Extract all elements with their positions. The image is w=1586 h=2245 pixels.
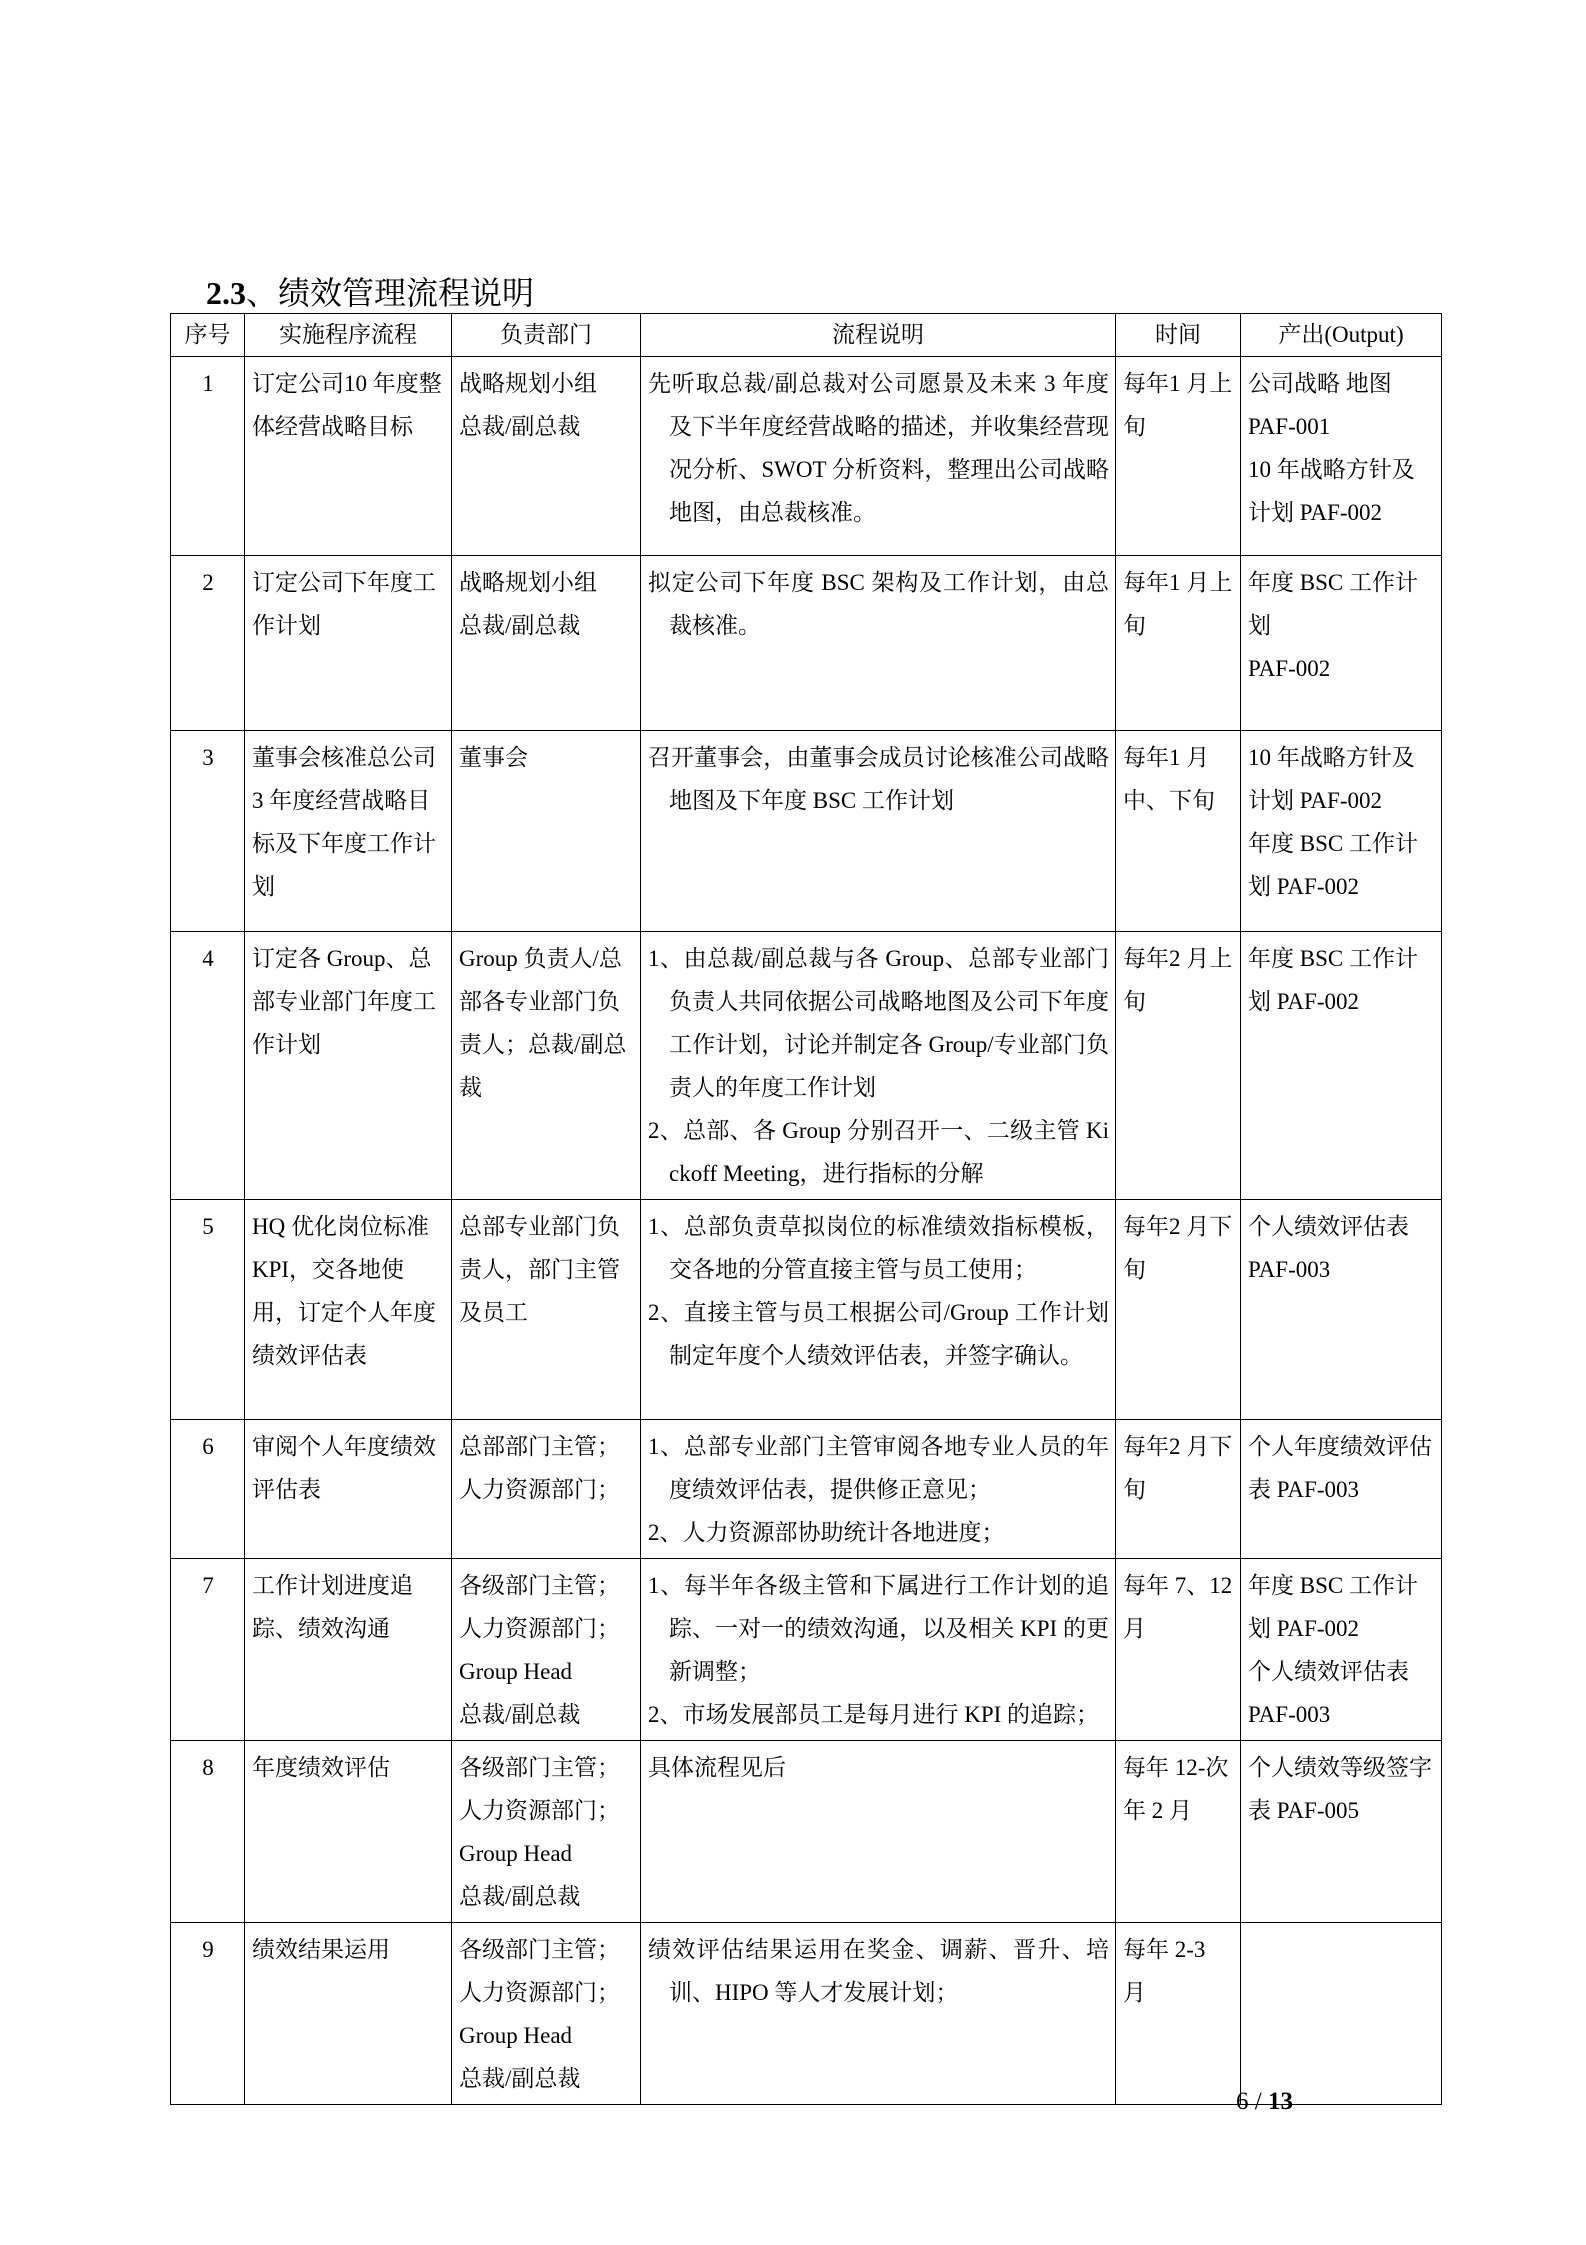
process-cell: 订定公司下年度工作计划 xyxy=(245,556,452,731)
table-row xyxy=(171,556,1442,731)
time-cell: 每年 12-次年 2 月 xyxy=(1116,1741,1241,1923)
time-cell: 每年2 月下旬 xyxy=(1116,1420,1241,1559)
dept-line: 各级部门主管； xyxy=(459,1755,620,1780)
dept-line: Group 负责人/总部各专业部门负责人；总裁/副总裁 xyxy=(459,946,627,1100)
dept-line: 总裁/副总裁 xyxy=(459,613,581,638)
table-row xyxy=(171,932,1442,1200)
process-cell: 年度绩效评估 xyxy=(245,1741,452,1923)
output-line: 年度 BSC 工作计划 PAF-002 xyxy=(1248,946,1418,1014)
dept-cell xyxy=(452,932,641,1200)
table-row xyxy=(171,1741,1442,1923)
dept-cell xyxy=(452,1741,641,1923)
page-separator: / xyxy=(1248,2088,1268,2115)
output-cell xyxy=(1241,1923,1442,2105)
page-number xyxy=(1236,2088,1293,2116)
table-row xyxy=(171,1420,1442,1559)
section-title-text: 、绩效管理流程说明 xyxy=(246,275,535,311)
desc-line: 2、总部、各 Group 分别召开一、二级主管 Kickoff Meeting，进行指标的分解 xyxy=(648,1118,1109,1186)
output-line: 个人绩效评估表 xyxy=(1248,1659,1409,1684)
seq-cell: 4 xyxy=(171,932,245,1200)
output-line: 10 年战略方针及计划 PAF-002 xyxy=(1248,745,1415,813)
process-cell: 订定公司10 年度整体经营战略目标 xyxy=(245,357,452,556)
dept-cell xyxy=(452,556,641,731)
dept-line: 战略规划小组 xyxy=(459,570,597,595)
desc-line: 具体流程见后 xyxy=(648,1755,786,1780)
output-cell xyxy=(1241,357,1442,556)
section-title xyxy=(206,268,534,314)
dept-line: 人力资源部门； xyxy=(459,1477,620,1502)
desc-line: 2、市场发展部员工是每月进行 KPI 的追踪； xyxy=(648,1702,1100,1727)
dept-cell xyxy=(452,1559,641,1741)
output-cell xyxy=(1241,556,1442,731)
seq-cell: 2 xyxy=(171,556,245,731)
time-cell: 每年 7、12 月 xyxy=(1116,1559,1241,1741)
dept-cell xyxy=(452,357,641,556)
table-row xyxy=(171,731,1442,932)
dept-line: 总裁/副总裁 xyxy=(459,414,581,439)
desc-line: 1、总部专业部门主管审阅各地专业人员的年度绩效评估表，提供修正意见； xyxy=(648,1434,1109,1502)
process-cell: 订定各 Group、总部专业部门年度工作计划 xyxy=(245,932,452,1200)
dept-line: 人力资源部门； xyxy=(459,1798,620,1823)
table-row xyxy=(171,1923,1442,2105)
desc-line: 1、总部负责草拟岗位的标准绩效指标模板，交各地的分管直接主管与员工使用； xyxy=(648,1214,1109,1282)
output-line: PAF-002 xyxy=(1248,656,1331,681)
header-process: 实施程序流程 xyxy=(245,314,452,357)
desc-cell xyxy=(641,357,1116,556)
header-seq: 序号 xyxy=(171,314,245,357)
dept-line: 总部专业部门负责人，部门主管及员工 xyxy=(459,1214,620,1325)
time-cell: 每年 2-3 月 xyxy=(1116,1923,1241,2105)
dept-line: 总裁/副总裁 xyxy=(459,1702,581,1727)
table-header-row xyxy=(171,314,1442,357)
desc-cell xyxy=(641,556,1116,731)
dept-line: 总裁/副总裁 xyxy=(459,1884,581,1909)
table-row xyxy=(171,357,1442,556)
output-cell xyxy=(1241,1200,1442,1420)
table-row xyxy=(171,1200,1442,1420)
seq-cell: 7 xyxy=(171,1559,245,1741)
dept-cell xyxy=(452,1200,641,1420)
output-line: 10 年战略方针及计划 PAF-002 xyxy=(1248,457,1415,525)
dept-line: 各级部门主管； xyxy=(459,1573,620,1598)
process-cell: 董事会核准总公司3 年度经营战略目标及下年度工作计划 xyxy=(245,731,452,932)
time-cell: 每年1 月中、下旬 xyxy=(1116,731,1241,932)
desc-line: 拟定公司下年度 BSC 架构及工作计划，由总裁核准。 xyxy=(648,570,1109,638)
seq-cell: 9 xyxy=(171,1923,245,2105)
dept-cell xyxy=(452,731,641,932)
output-line: 个人年度绩效评估表 PAF-003 xyxy=(1248,1434,1432,1502)
output-line: 公司战略 地图 xyxy=(1248,371,1392,396)
desc-line: 2、直接主管与员工根据公司/Group 工作计划制定年度个人绩效评估表，并签字确认。 xyxy=(648,1300,1109,1368)
output-cell xyxy=(1241,1741,1442,1923)
output-line: PAF-003 xyxy=(1248,1257,1331,1282)
desc-line: 2、人力资源部协助统计各地进度； xyxy=(648,1520,1005,1545)
dept-line: Group Head xyxy=(459,1659,573,1684)
output-cell xyxy=(1241,932,1442,1200)
seq-cell: 5 xyxy=(171,1200,245,1420)
desc-cell xyxy=(641,1200,1116,1420)
dept-line: 人力资源部门； xyxy=(459,1616,620,1641)
total-pages: 13 xyxy=(1267,2088,1293,2115)
dept-line: 董事会 xyxy=(459,745,528,770)
time-cell: 每年2 月下旬 xyxy=(1116,1200,1241,1420)
current-page: 6 xyxy=(1236,2088,1249,2115)
seq-cell: 6 xyxy=(171,1420,245,1559)
output-line: 年度 BSC 工作计 xyxy=(1248,831,1418,856)
dept-line: 各级部门主管； xyxy=(459,1937,620,1962)
seq-cell: 1 xyxy=(171,357,245,556)
header-time: 时间 xyxy=(1116,314,1241,357)
performance-process-table xyxy=(170,313,1442,2105)
desc-cell xyxy=(641,1923,1116,2105)
desc-cell xyxy=(641,1559,1116,1741)
output-line: 年度 BSC 工作计划 PAF-002 xyxy=(1248,1573,1418,1641)
output-cell xyxy=(1241,1559,1442,1741)
desc-cell xyxy=(641,731,1116,932)
seq-cell: 8 xyxy=(171,1741,245,1923)
seq-cell: 3 xyxy=(171,731,245,932)
output-line: 个人绩效评估表 xyxy=(1248,1214,1409,1239)
time-cell: 每年1 月上旬 xyxy=(1116,556,1241,731)
dept-line: Group Head xyxy=(459,2023,573,2048)
desc-line: 先听取总裁/副总裁对公司愿景及未来 3 年度及下半年度经营战略的描述，并收集经营现况分析、SWOT 分析资料，整理出公司战略地图，由总裁核准。 xyxy=(648,371,1109,525)
time-cell: 每年2 月上旬 xyxy=(1116,932,1241,1200)
header-dept: 负责部门 xyxy=(452,314,641,357)
output-line: PAF-003 xyxy=(1248,1702,1331,1727)
table-body xyxy=(171,357,1442,2105)
process-cell: HQ 优化岗位标准KPI，交各地使用，订定个人年度绩效评估表 xyxy=(245,1200,452,1420)
table-row xyxy=(171,1559,1442,1741)
dept-line: 战略规划小组 xyxy=(459,371,597,396)
desc-line: 绩效评估结果运用在奖金、调薪、晋升、培训、HIPO 等人才发展计划； xyxy=(648,1937,1109,2005)
dept-line: 人力资源部门； xyxy=(459,1980,620,2005)
header-output: 产出(Output) xyxy=(1241,314,1442,357)
output-line: 年度 BSC 工作计划 xyxy=(1248,570,1418,638)
output-line: PAF-001 xyxy=(1248,414,1331,439)
output-line: 划 PAF-002 xyxy=(1248,874,1359,899)
section-number: 2.3 xyxy=(206,275,246,311)
desc-line: 1、由总裁/副总裁与各 Group、总部专业部门负责人共同依据公司战略地图及公司下年度工作计划，讨论并制定各 Group/专业部门负责人的年度工作计划 xyxy=(648,946,1109,1100)
output-line: 个人绩效等级签字表 PAF-005 xyxy=(1248,1755,1432,1823)
process-cell: 绩效结果运用 xyxy=(245,1923,452,2105)
desc-cell xyxy=(641,932,1116,1200)
dept-cell xyxy=(452,1420,641,1559)
desc-cell xyxy=(641,1741,1116,1923)
desc-line: 召开董事会，由董事会成员讨论核准公司战略地图及下年度 BSC 工作计划 xyxy=(648,745,1109,813)
process-cell: 审阅个人年度绩效评估表 xyxy=(245,1420,452,1559)
dept-line: 总部部门主管； xyxy=(459,1434,620,1459)
desc-line: 1、每半年各级主管和下属进行工作计划的追踪、一对一的绩效沟通，以及相关 KPI 的更新调整； xyxy=(648,1573,1109,1684)
desc-cell xyxy=(641,1420,1116,1559)
dept-cell xyxy=(452,1923,641,2105)
output-cell xyxy=(1241,1420,1442,1559)
dept-line: Group Head xyxy=(459,1841,573,1866)
output-cell xyxy=(1241,731,1442,932)
header-desc: 流程说明 xyxy=(641,314,1116,357)
time-cell: 每年1 月上旬 xyxy=(1116,357,1241,556)
process-cell: 工作计划进度追踪、绩效沟通 xyxy=(245,1559,452,1741)
dept-line: 总裁/副总裁 xyxy=(459,2066,581,2091)
